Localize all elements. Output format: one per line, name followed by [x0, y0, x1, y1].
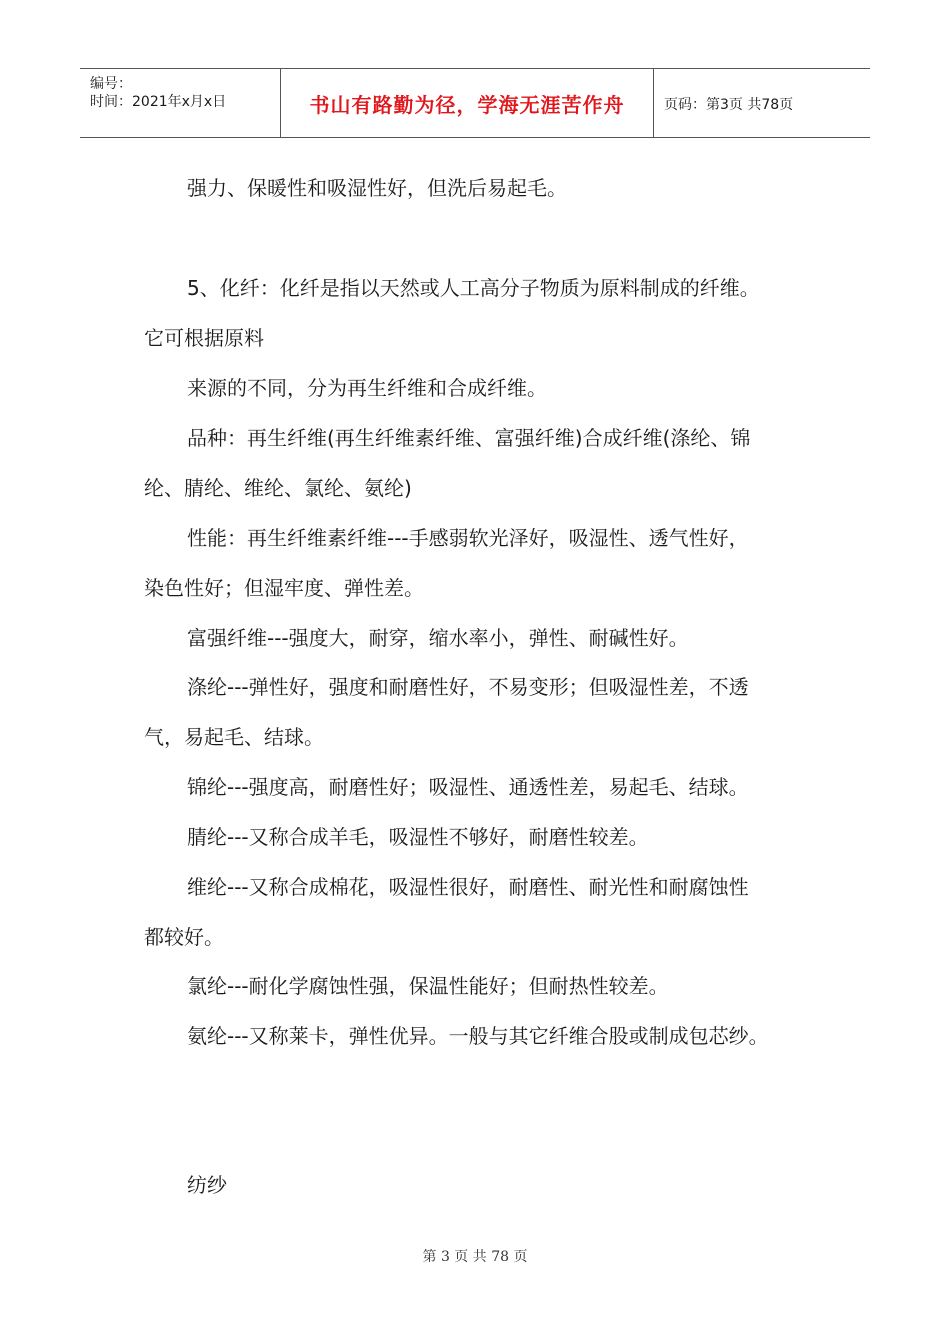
paragraph-polyester-line2: 气，易起毛、结球。 — [144, 725, 324, 749]
paragraph-spandex: 氨纶---又称莱卡，弹性优异。一般与其它纤维合股或制成包芯纱。 — [187, 1024, 769, 1048]
paragraph-performance-line2: 染色性好；但湿牢度、弹性差。 — [144, 576, 424, 600]
header-page-number: 页码：第3页 共78页 — [664, 97, 794, 113]
header-info-cell — [80, 69, 281, 137]
paragraph-polyester-line1: 涤纶---弹性好，强度和耐磨性好，不易变形；但吸湿性差，不透 — [187, 675, 749, 699]
page-header — [80, 68, 870, 138]
paragraph-chemical-fiber-line2: 它可根据原料 — [144, 326, 264, 350]
paragraph-fiber-source: 来源的不同，分为再生纤维和合成纤维。 — [187, 376, 547, 400]
header-motto-cell — [281, 69, 654, 137]
paragraph-chemical-fiber-line1: 5、化纤：化纤是指以天然或人工高分子物质为原料制成的纤维。 — [187, 276, 760, 300]
paragraph-polynosic: 富强纤维---强度大，耐穿，缩水率小，弹性、耐碱性好。 — [187, 626, 689, 650]
paragraph-varieties-line2: 纶、腈纶、维纶、氯纶、氨纶) — [144, 476, 412, 500]
paragraph-wool-properties: 强力、保暖性和吸湿性好，但洗后易起毛。 — [187, 176, 567, 200]
paragraph-vinylon-line2: 都较好。 — [144, 925, 224, 949]
header-motto: 书山有路勤为径，学海无涯苦作舟 — [309, 93, 625, 117]
paragraph-nylon: 锦纶---强度高，耐磨性好；吸湿性、通透性差，易起毛、结球。 — [187, 775, 749, 799]
paragraph-chlorofiber: 氯纶---耐化学腐蚀性强，保温性能好；但耐热性较差。 — [187, 974, 669, 998]
paragraph-acrylic: 腈纶---又称合成羊毛，吸湿性不够好，耐磨性较差。 — [187, 825, 649, 849]
document-date-label: 时间：2021年x月x日 — [90, 94, 227, 110]
paragraph-varieties-line1: 品种：再生纤维(再生纤维素纤维、富强纤维)合成纤维(涤纶、锦 — [187, 426, 751, 450]
section-heading-spinning: 纺纱 — [187, 1173, 227, 1197]
page-footer: 第 3 页 共 78 页 — [422, 1249, 528, 1265]
paragraph-vinylon-line1: 维纶---又称合成棉花，吸湿性很好，耐磨性、耐光性和耐腐蚀性 — [187, 875, 749, 899]
document-code-label: 编号： — [90, 76, 132, 92]
paragraph-performance-line1: 性能：再生纤维素纤维---手感弱软光泽好，吸湿性、透气性好， — [187, 526, 749, 550]
header-page-cell — [654, 69, 870, 137]
